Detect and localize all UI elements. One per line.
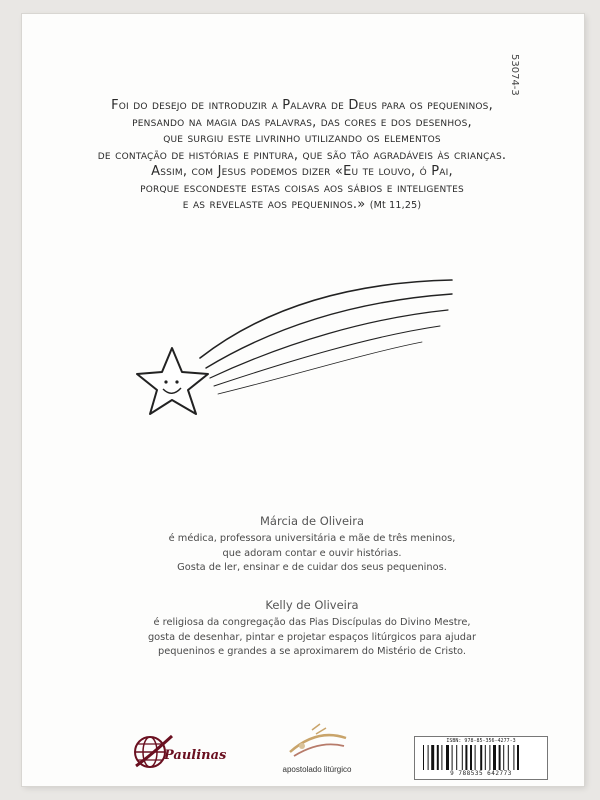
barcode-bar: [465, 745, 467, 770]
isbn-label: ISBN: 978-85-356-4277-3: [446, 738, 516, 744]
barcode-bar: [428, 745, 429, 770]
author-name: Kelly de Oliveira: [265, 598, 359, 612]
bio-line: Gosta de ler, ensinar e de cuidar dos seus pequeninos.: [177, 562, 447, 573]
author-name: Márcia de Oliveira: [260, 514, 364, 528]
quote-line: Foi do desejo de introduzir a Palavra de Deus para os pequeninos,: [111, 98, 493, 113]
barcode-bar: [517, 745, 519, 770]
quote-line: Assim, com Jesus podemos dizer «Eu te louvo, ó Pai,: [151, 164, 453, 179]
apostolado-wordmark: apostolado litúrgico: [282, 765, 352, 774]
shooting-star-icon: [122, 272, 462, 432]
bio-line: é médica, professora universitária e mãe de três meninos,: [168, 533, 456, 544]
barcode-bars-icon: [423, 745, 539, 770]
barcode-bar: [470, 745, 472, 770]
catalog-code: 53074-3: [509, 54, 520, 96]
author-bio-marcia: [102, 514, 522, 576]
isbn-barcode: [414, 736, 548, 780]
apostolado-liturgico-logo: [272, 722, 362, 782]
barcode-bar: [475, 745, 476, 770]
barcode-bar: [456, 745, 457, 770]
quote-line: que surgiu este livrinho utilizando os elementos: [163, 131, 441, 146]
bio-line: pequeninos e grandes a se aproximarem do Mistério de Cristo.: [158, 646, 466, 657]
bible-reference: (Mt 11,25): [369, 200, 422, 211]
bio-line: é religiosa da congregação das Pias Discípulas do Divino Mestre,: [153, 617, 471, 628]
swirl-icon: [272, 722, 362, 766]
quote-line-last: [52, 197, 552, 215]
intro-quote: [52, 98, 552, 215]
barcode-bar: [480, 745, 482, 770]
paulinas-logo: [128, 726, 227, 776]
quote-line: e as revelaste aos pequeninos.»: [182, 197, 366, 212]
barcode-bar: [431, 745, 434, 770]
quote-line: porque escondeste estas coisas aos sábios e inteligentes: [140, 180, 464, 196]
paulinas-wordmark: Paulinas: [164, 748, 227, 763]
shooting-star-illustration: [122, 272, 462, 432]
barcode-bar: [503, 745, 504, 770]
book-back-cover: [22, 14, 584, 786]
bio-line: gosta de desenhar, pintar e projetar espaços litúrgicos para ajudar: [147, 631, 477, 643]
barcode-bar: [493, 745, 496, 770]
barcode-bar: [423, 745, 424, 770]
barcode-bar: [508, 745, 509, 770]
bio-line: que adoram contar e ouvir histórias.: [222, 547, 402, 559]
barcode-bar: [485, 745, 486, 770]
barcode-number: 9 788535 642773: [450, 770, 512, 777]
barcode-bar: [489, 745, 490, 770]
barcode-bar: [446, 745, 449, 770]
barcode-bar: [499, 745, 501, 770]
quote-line: pensando na magia das palavras, das cores e dos desenhos,: [132, 114, 472, 130]
barcode-bar: [437, 745, 439, 770]
barcode-bar: [462, 745, 463, 770]
quote-line: de contação de histórias e pintura, que são tão agradáveis às crianças.: [97, 147, 507, 163]
barcode-bar: [513, 745, 514, 770]
author-bio-kelly: [102, 598, 522, 660]
barcode-bar: [452, 745, 453, 770]
barcode-bar: [441, 745, 442, 770]
